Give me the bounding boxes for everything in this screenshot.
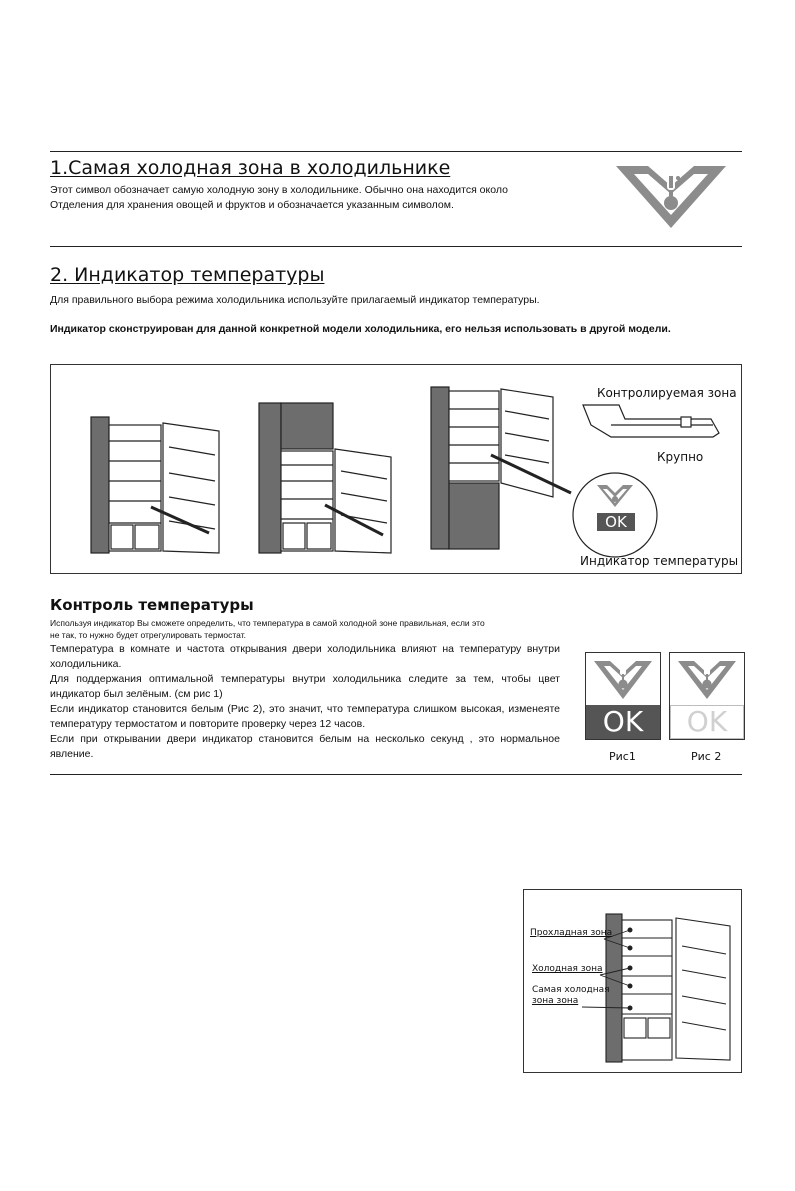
- coldest-zone-label-2: зона зона: [532, 996, 579, 1006]
- large-view-label: Крупно: [657, 450, 704, 464]
- fig2-caption: Рис 2: [691, 750, 722, 763]
- indicator-figure: [50, 364, 742, 574]
- control-note-line2: не так, то нужно будет отрегулировать термостат.: [50, 630, 247, 640]
- coldest-zone-label-1: Самая холодная: [532, 985, 610, 995]
- section1-title: 1.Самая холодная зона в холодильнике: [50, 157, 451, 179]
- control-p3: Для поддержания оптимальной температуры внутри холодильника следите за тем, чтобы цвет индикатор был зелёным. (см рис 1): [50, 673, 560, 700]
- coldest-zone-symbol-icon: [612, 160, 730, 234]
- control-title: Контроль температуры: [50, 596, 254, 614]
- indicator-label: Индикатор температуры: [580, 554, 739, 568]
- divider-bottom: [50, 774, 742, 775]
- section2-warning: Индикатор сконструирован для данной конкретной модели холодильника, его нельзя использовать в другой модели.: [50, 323, 671, 335]
- section1-line1: Этот символ обозначает самую холодную зону в холодильнике. Обычно она находится около: [50, 184, 508, 196]
- figure-1: [585, 652, 661, 740]
- control-p5: Если при открывании двери индикатор становится белым на несколько секунд , это нормальное явление.: [50, 733, 560, 760]
- control-p4: Если индикатор становится белым (Рис 2), это значит, что температура слишком высокая, изменеяте температуру термостатом и повторите проверку через 12 часов.: [50, 703, 560, 730]
- cool-zone-label: Прохладная зона: [530, 928, 613, 938]
- zones-figure: [523, 889, 742, 1073]
- control-body: [50, 642, 560, 762]
- fig2-ok-badge: OK: [670, 705, 744, 739]
- magnified-ok-text: OK: [605, 513, 627, 531]
- coldest-zone-symbol-icon: [676, 657, 738, 701]
- fig1-ok-badge: OK: [586, 705, 660, 739]
- cold-zone-label: Холодная зона: [532, 964, 603, 974]
- section1-line2: Отделения для хранения овощей и фруктов и обозначается указанным символом.: [50, 199, 454, 211]
- section2-intro: Для правильного выбора режима холодильника используйте прилагаемый индикатор температуры.: [50, 294, 540, 306]
- control-note: [50, 617, 580, 641]
- controlled-zone-label: Контролируемая зона: [597, 386, 737, 400]
- fig1-caption: Рис1: [609, 750, 636, 763]
- divider-section2: [50, 246, 742, 247]
- control-note-line1: Используя индикатор Вы сможете определить, что температура в самой холодной зоне правильная, если это: [50, 618, 485, 628]
- section1-text: [50, 183, 610, 213]
- figure-2: [669, 652, 745, 740]
- control-p2: Температура в комнате и частота открывания двери холодильника влияют на температуру внутри холодильника.: [50, 643, 560, 670]
- zones-fridge-illustration: [524, 890, 741, 1072]
- divider-top: [50, 151, 742, 152]
- coldest-zone-symbol-icon: [592, 657, 654, 701]
- section2-title: 2. Индикатор температуры: [50, 264, 325, 286]
